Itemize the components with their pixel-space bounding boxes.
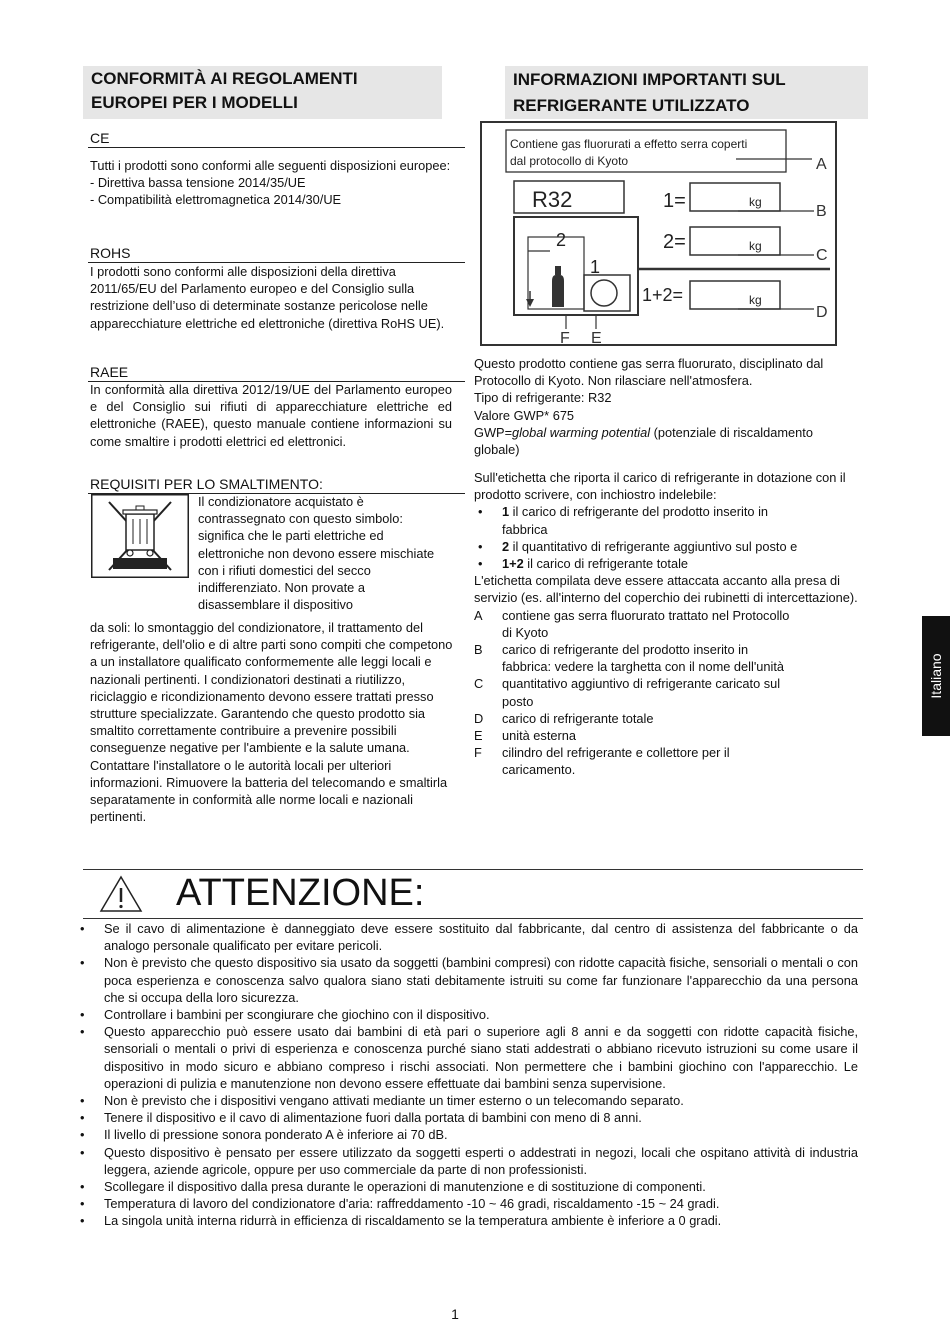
label-unit: kg bbox=[749, 239, 762, 253]
attention-item: • Tenere il dispositivo e il cavo di alimentazione fuori dalla portata di bambini con meno di 8 anni. bbox=[76, 1109, 858, 1126]
warning-icon bbox=[99, 875, 143, 913]
attention-item: • Questo apparecchio può essere usato dai bambini di età pari o superiore agli 8 anni e da soggetti con ridotte capacità fisiche, sensoriali o mentali o privi di esperienza e conoscenza purché siano stati addestrati o abbiano ricevuto istruzioni su come usare il dispositivo in modo sicuro e abbiano compreso i rischi associati. Non permettere che i bambini giochino con l'apparecchio. Le operazioni di pulizia e manutenzione non devono essere effettuate dai bambini senza supervisione. bbox=[76, 1023, 858, 1092]
raee-title: RAEE bbox=[88, 364, 465, 382]
legend-row bbox=[474, 744, 799, 778]
attention-item: • Controllare i bambini per scongiurare che giochino con il dispositivo. bbox=[76, 1006, 858, 1023]
bullet-text: il carico di refrigerante del prodotto inserito in fabbrica bbox=[502, 504, 769, 537]
legend-row bbox=[474, 675, 799, 709]
letter-f: F bbox=[560, 330, 570, 346]
bullet-text: il quantitativo di refrigerante aggiuntivo sul posto e bbox=[509, 538, 798, 554]
legend bbox=[474, 607, 859, 779]
gwp-prefix: GWP= bbox=[474, 424, 513, 440]
gwp-line bbox=[474, 424, 859, 458]
legend-value: carico di refrigerante totale bbox=[502, 710, 654, 726]
gwp-italic: global warming potential bbox=[512, 424, 651, 440]
ce-intro: Tutti i prodotti sono conformi alle seguenti disposizioni europee: bbox=[90, 158, 451, 173]
rohs-text: I prodotti sono conformi alle disposizioni della direttiva 2011/65/EU del Parlamento europeo e del Consiglio sulla restrizione dell’uso di determinate sostanze pericolose nelle apparecchiature elettriche ed elettroniche (direttiva RoHS UE). bbox=[90, 264, 445, 331]
label-placement: L'etichetta compilata deve essere attaccata accanto alla presa di servizio (es. all'interno del coperchio dei rubinetti di intercettazione). bbox=[474, 573, 858, 606]
refrigerant-info bbox=[474, 355, 859, 458]
side-tab-label: Italiano bbox=[928, 653, 944, 699]
legend-key: D bbox=[474, 710, 484, 726]
refrigerant-label-diagram bbox=[480, 121, 865, 346]
legend-row bbox=[474, 710, 799, 727]
attention-item: • Temperatura di lavoro del condizionatore d'aria: raffreddamento -10 ~ 46 gradi, riscaldamento -15 ~ 24 gradi. bbox=[76, 1195, 858, 1212]
language-side-tab bbox=[922, 616, 950, 736]
label-unit: kg bbox=[749, 293, 762, 307]
attention-item: • Questo dispositivo è pensato per essere utilizzato da soggetti esperti o addestrati in negozi, locali che ospitano attività di industria leggera, aziende agricole, oppure per uso commerciale da parte di non professionisti. bbox=[76, 1144, 858, 1178]
letter-a: A bbox=[816, 156, 827, 173]
disposal-text-beside: Il condizionatore acquistato è contrassegnato con questo simbolo: significa che le parti elettriche ed elettroniche non devono essere mischiate con i rifiuti domestici del secco indifferenziato. Non provate a disassemblare il dispositivo bbox=[198, 494, 435, 613]
label-unit: kg bbox=[749, 195, 762, 209]
letter-b: B bbox=[816, 203, 827, 220]
ce-item: - Compatibilità elettromagnetica 2014/30/UE bbox=[90, 192, 342, 208]
legend-value: cilindro del refrigerante e collettore per il caricamento. bbox=[502, 745, 730, 778]
letter-d: D bbox=[816, 304, 828, 321]
attention-item: • Il livello di pressione sonora ponderato A è inferiore ai 70 dB. bbox=[76, 1126, 858, 1143]
bullet-bold: 1 bbox=[502, 504, 510, 520]
ce-item: - Direttiva bassa tensione 2014/35/UE bbox=[90, 175, 306, 191]
legend-key: A bbox=[474, 607, 483, 623]
label-row-3: 1+2= bbox=[642, 285, 684, 305]
legend-value: quantitativo aggiuntivo di refrigerante caricato sul posto bbox=[502, 676, 781, 709]
attention-list bbox=[76, 920, 858, 1230]
label-instructions bbox=[474, 469, 859, 779]
legend-row bbox=[474, 727, 799, 744]
attention-item: • Non è previsto che questo dispositivo sia usato da soggetti (bambini compresi) con ridotte capacità fisiche, sensoriali o mentali o con poca esperienza e conoscenza salvo qualora siano stati debitamente istruiti su come far funzionare l'apparecchio da una persona che si occupa della loro sicurezza. bbox=[76, 954, 858, 1006]
legend-key: B bbox=[474, 642, 483, 658]
legend-value: carico di refrigerante del prodotto inserito in fabbrica: vedere la targhetta con il nome dell'unità bbox=[502, 642, 785, 675]
bullet-text: il carico di refrigerante totale bbox=[523, 556, 689, 572]
gwp-suffix: (potenziale di riscaldamento globale) bbox=[474, 424, 813, 458]
label-bullets bbox=[474, 503, 859, 572]
label-row-1: 1= bbox=[663, 190, 686, 212]
label-bullet bbox=[474, 538, 859, 555]
raee-text: In conformità alla direttiva 2012/19/UE del Parlamento europeo e del Consiglio sui rifiuti di apparecchiature elettriche ed elettroniche (RAEE), questo manuale contiene informazioni su come smaltire i prodotti elettrici ed elettronici. bbox=[90, 382, 452, 449]
ce-block bbox=[90, 157, 460, 209]
attention-item: • Scollegare il dispositivo dalla presa durante le operazioni di manutenzione e di sostituzione di componenti. bbox=[76, 1178, 858, 1195]
info-line: Tipo di refrigerante: R32 bbox=[474, 390, 612, 406]
label-row-2: 2= bbox=[663, 231, 686, 253]
legend-row bbox=[474, 607, 799, 641]
label-intro: Sull'etichetta che riporta il carico di refrigerante in dotazione con il prodotto scrivere, con inchiostro indelebile: bbox=[474, 470, 846, 503]
label-num-1: 1 bbox=[590, 257, 601, 277]
label-title-line2: dal protocollo di Kyoto bbox=[510, 154, 629, 168]
legend-key: E bbox=[474, 728, 483, 744]
bullet-bold: 2 bbox=[502, 538, 510, 554]
legend-value: unità esterna bbox=[502, 728, 576, 744]
bullet-bold: 1+2 bbox=[502, 556, 524, 572]
ce-title: CE bbox=[88, 130, 465, 148]
label-refrigerant: R32 bbox=[532, 187, 573, 212]
label-num-2: 2 bbox=[556, 230, 567, 250]
info-line: Questo prodotto contiene gas serra fluorurato, disciplinato dal Protocollo di Kyoto. Non rilasciare nell'atmosfera. bbox=[474, 356, 824, 389]
rohs-title: ROHS bbox=[88, 245, 465, 263]
letter-e: E bbox=[591, 330, 602, 346]
legend-key: C bbox=[474, 676, 484, 692]
disposal-text-below: da soli: lo smontaggio del condizionatore, il trattamento del refrigerante, dell'olio e di altre parti sono compiti che competono a un installatore qualificato conformemente alle leggi locali e nazionali pertinenti. I condizionatori destinati a riutilizzo, riciclaggio e ricondizionamento devono essere trattati presso strutture specializzate. Garantendo che questo prodotto sia smaltito correttamente contribuire a prevenire possibili conseguenze negative per l'ambiente e la salute umana. Contattare l'installatore o le autorità locali per ulteriori informazioni. Rimuovere la batteria del telecomando e smaltirla separatamente in conformità alle norme locali e nazionali pertinenti. bbox=[90, 620, 453, 825]
disposal-title: REQUISITI PER LO SMALTIMENTO: bbox=[88, 476, 465, 494]
legend-value: contiene gas serra fluorurato trattato nel Protocollo di Kyoto bbox=[502, 607, 790, 640]
attention-header bbox=[83, 869, 863, 919]
label-bullet bbox=[474, 503, 859, 537]
attention-title: ATTENZIONE: bbox=[176, 872, 425, 914]
attention-item: • Non è previsto che i dispositivi vengano attivati mediante un timer esterno o un telecomando separato. bbox=[76, 1092, 858, 1109]
info-line: Valore GWP* 675 bbox=[474, 407, 575, 423]
attention-item: • La singola unità interna ridurrà in efficienza di riscaldamento se la temperatura ambiente è inferiore a 0 gradi. bbox=[76, 1212, 858, 1229]
legend-row bbox=[474, 641, 799, 675]
label-bullet bbox=[474, 555, 859, 572]
letter-c: C bbox=[816, 247, 828, 264]
legend-key: F bbox=[474, 745, 482, 761]
page-number: 1 bbox=[451, 1306, 459, 1322]
attention-item: • Se il cavo di alimentazione è danneggiato deve essere sostituito dal fabbricante, dal centro di assistenza del fabbricante o da analogo personale qualificato per evitare pericoli. bbox=[76, 920, 858, 954]
right-section-header: INFORMAZIONI IMPORTANTI SUL REFRIGERANTE UTILIZZATO bbox=[505, 66, 868, 119]
left-section-header: CONFORMITÀ AI REGOLAMENTI EUROPEI PER I MODELLI bbox=[83, 66, 442, 119]
label-title-line1: Contiene gas fluorurati a effetto serra coperti bbox=[510, 137, 748, 151]
weee-bin-icon bbox=[91, 494, 189, 578]
